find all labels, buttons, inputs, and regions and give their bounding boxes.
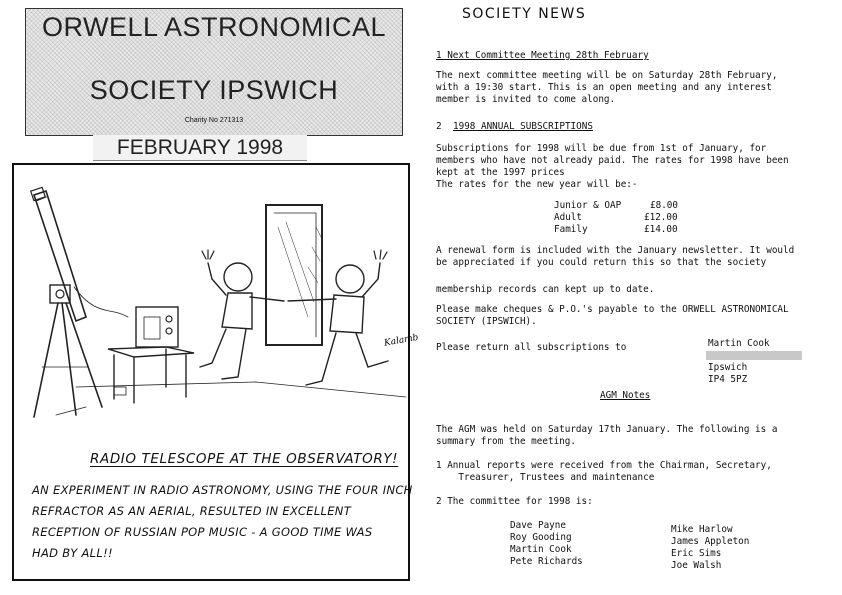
item1-heading: 1 Next Committee Meeting 28th February — [436, 50, 649, 61]
agm-item2: 2 The committee for 1998 is: — [436, 496, 593, 507]
issue-date: FEBRUARY 1998 — [116, 136, 284, 159]
cartoon-caption-line: RECEPTION OF RUSSIAN POP MUSIC - A GOOD TIME WAS — [32, 525, 373, 539]
item2-line: Subscriptions for 1998 will be due from 1st of January, for — [436, 143, 767, 154]
item1-line: The next committee meeting will be on Saturday 28th February, — [436, 70, 778, 81]
rate-label: Junior & OAP — [554, 200, 622, 211]
membership-line: membership records can kept up to date. — [436, 284, 655, 295]
item2-line: members who have not already paid. The rates for 1998 have been — [436, 155, 789, 166]
return-text: Please return all subscriptions to — [436, 342, 627, 353]
rate-value: £14.00 — [644, 224, 678, 235]
agm-item1-line: 1 Annual reports were received from the Chairman, Secretary, — [436, 460, 772, 471]
rate-label: Family — [554, 224, 588, 235]
cartoon-frame — [12, 163, 420, 581]
committee-member: Joe Walsh — [671, 560, 722, 571]
renewal-line: A renewal form is included with the January newsletter. It would — [436, 245, 795, 256]
renewal-line: be appreciated if you could return this so that the society — [436, 257, 767, 268]
title-line-1: ORWELL ASTRONOMICAL — [41, 12, 387, 42]
item2-heading: 1998 ANNUAL SUBSCRIPTIONS — [453, 121, 593, 132]
artist-signature: Kalamb — [383, 332, 420, 349]
committee-member: Mike Harlow — [671, 524, 733, 535]
news-page — [430, 0, 842, 595]
address-postcode: IP4 5PZ — [708, 374, 748, 385]
news-title: SOCIETY NEWS — [462, 6, 587, 22]
issue-date-banner — [93, 135, 307, 161]
cartoon-caption-title: RADIO TELESCOPE AT THE OBSERVATORY! — [90, 451, 399, 467]
cheques-line: SOCIETY (IPSWICH). — [436, 316, 537, 327]
committee-member: Dave Payne — [510, 520, 566, 531]
item2-number: 2 — [436, 121, 442, 132]
cartoon-caption-line: AN EXPERIMENT IN RADIO ASTRONOMY, USING THE FOUR INCH — [32, 483, 413, 497]
charity-number: Charity No 271313 — [184, 117, 244, 124]
item1-line: with a 19:30 start. This is an open meeting and any interest — [436, 82, 772, 93]
agm-line: summary from the meeting. — [436, 436, 576, 447]
rate-label: Adult — [554, 212, 582, 223]
cover-page — [8, 8, 420, 586]
item2-line: The rates for the new year will be:- — [436, 179, 638, 190]
address-name: Martin Cook — [708, 338, 770, 349]
rate-value: £12.00 — [644, 212, 678, 223]
committee-member: Pete Richards — [510, 556, 583, 567]
committee-member: Martin Cook — [510, 544, 572, 555]
agm-heading: AGM Notes — [600, 390, 651, 401]
cartoon-caption-line: REFRACTOR AS AN AERIAL, RESULTED IN EXCELLENT — [32, 504, 352, 518]
item2-line: kept at the 1997 prices — [436, 167, 565, 178]
agm-line: The AGM was held on Saturday 17th January. The following is a — [436, 424, 778, 435]
cartoon-caption-line: HAD BY ALL!! — [32, 546, 113, 560]
committee-member: Roy Gooding — [510, 532, 572, 543]
committee-member: James Appleton — [671, 536, 750, 547]
agm-item1-line: Treasurer, Trustees and maintenance — [436, 472, 655, 483]
redacted-address — [706, 351, 802, 360]
title-banner — [25, 8, 403, 136]
item1-line: member is invited to come along. — [436, 94, 616, 105]
address-town: Ipswich — [708, 362, 748, 373]
committee-member: Eric Sims — [671, 548, 722, 559]
title-line-2: SOCIETY IPSWICH — [89, 75, 339, 105]
rate-value: £8.00 — [650, 200, 678, 211]
cheques-line: Please make cheques & P.O.'s payable to the ORWELL ASTRONOMICAL — [436, 304, 789, 315]
